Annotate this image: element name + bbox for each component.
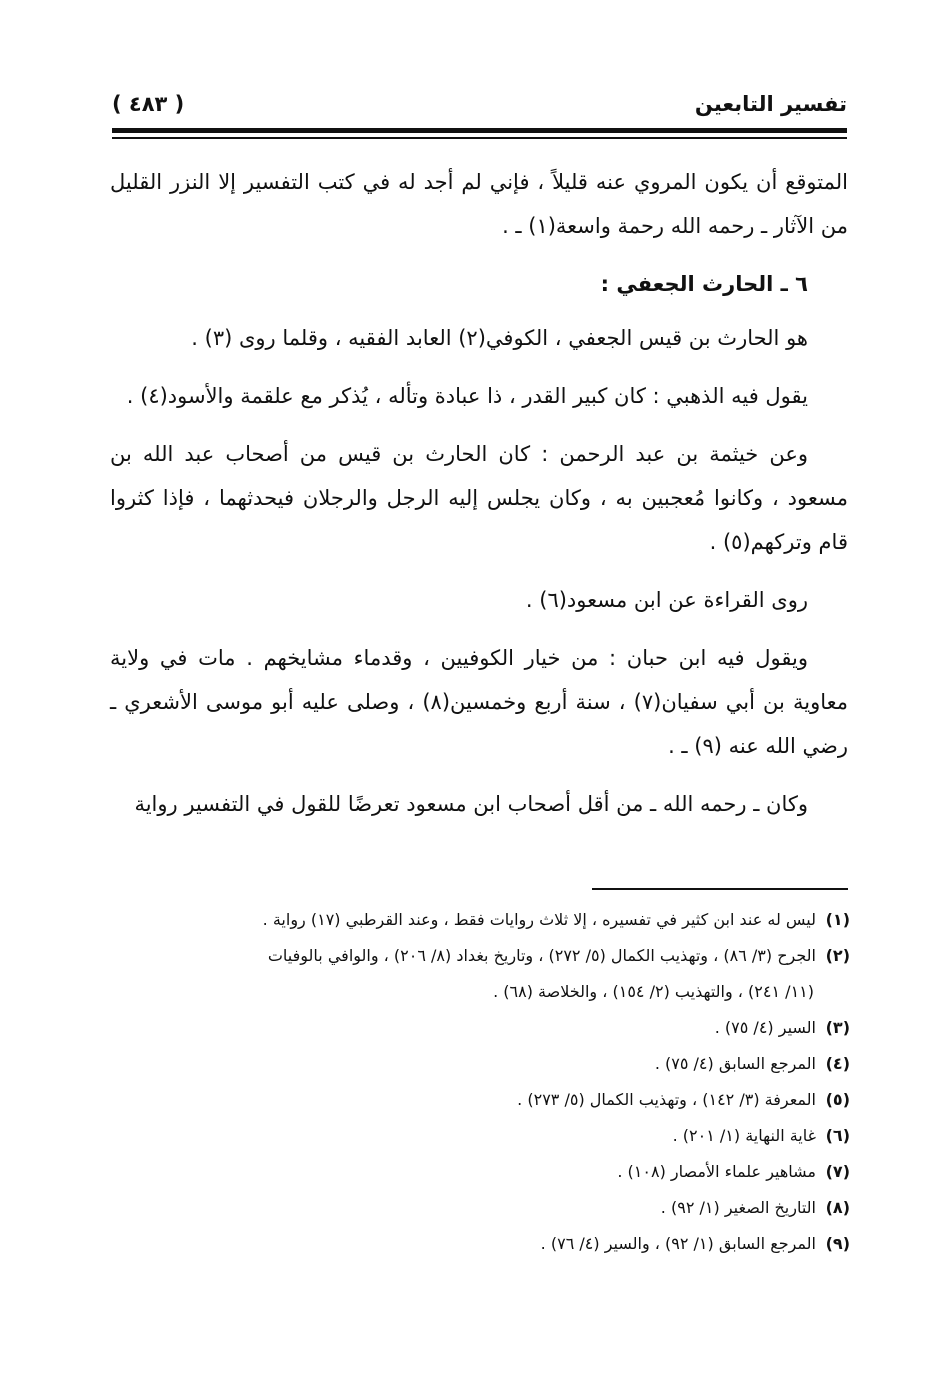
footnote-number: (٥): [825, 1090, 850, 1109]
footnote: [110, 1226, 850, 1262]
footnote: [110, 1118, 850, 1154]
paragraph: وكان ـ رحمه الله ـ من أقل أصحاب ابن مسعود تعرضًا للقول في التفسير رواية: [134, 792, 808, 816]
header-rule-thick: [112, 128, 847, 133]
running-title: تفسير التابعين: [694, 92, 847, 116]
page-header: [112, 88, 847, 124]
footnote: [110, 1010, 850, 1046]
footnote-text: ليس له عند ابن كثير في تفسيره ، إلا ثلاث روايات فقط ، وعند القرطبي (١٧) رواية .: [262, 910, 816, 929]
paragraph: المتوقع أن يكون المروي عنه قليلاً ، فإني لم أجد له في كتب التفسير إلا النزر القليل من الآثار ـ رحمه الله رحمة واسعة(١) ـ .: [110, 170, 848, 238]
section-heading: ٦ ـ الحارث الجعفي :: [600, 272, 808, 296]
paragraph: ويقول فيه ابن حبان : من خيار الكوفيين ، وقدماء مشايخهم . مات في ولاية معاوية بن أبي سفيان(٧) ، سنة أربع وخمسين(٨) ، وصلى عليه أبو موسى الأشعري ـ رضي الله عنه (٩) ـ .: [110, 646, 848, 758]
footnotes: [110, 902, 850, 1262]
main-text: [110, 160, 848, 840]
footnote-text: غاية النهاية (١/ ٢٠١) .: [672, 1126, 816, 1145]
footnote-text: المرجع السابق (٤/ ٧٥) .: [654, 1054, 816, 1073]
page-number: ( ٤٨٣ ): [112, 92, 185, 116]
footnote-number: (٢): [825, 946, 850, 965]
footnote-text: الجرح (٣/ ٨٦) ، وتهذيب الكمال (٥/ ٢٧٢) ، وتاريخ بغداد (٨/ ٢٠٦) ، والوافي بالوفيات: [267, 946, 816, 965]
footnote-number: (٣): [825, 1018, 850, 1037]
footnote-continuation: (١١/ ٢٤١) ، والتهذيب (٢/ ١٥٤) ، والخلاصة (٦٨) .: [493, 982, 814, 1001]
paragraph: روى القراءة عن ابن مسعود(٦) .: [525, 588, 808, 612]
footnote: [110, 1046, 850, 1082]
footnote: [110, 938, 850, 974]
footnote: [110, 902, 850, 938]
footnote-text: مشاهير علماء الأمصار (١٠٨) .: [617, 1162, 816, 1181]
footnote: [110, 1190, 850, 1226]
paragraph: يقول فيه الذهبي : كان كبير القدر ، ذا عبادة وتأله ، يُذكر مع علقمة والأسود(٤) .: [126, 384, 808, 408]
footnote-number: (٩): [825, 1234, 850, 1253]
footnote-number: (٨): [825, 1198, 850, 1217]
paragraph: وعن خيثمة بن عبد الرحمن : كان الحارث بن قيس من أصحاب عبد الله بن مسعود ، وكانوا مُعجبين به ، وكان يجلس إليه الرجل والرجلان فيحدثهما ، فإذا كثروا قام وتركهم(٥) .: [110, 442, 848, 554]
footnote-text: المعرفة (٣/ ١٤٢) ، وتهذيب الكمال (٥/ ٢٧٣) .: [517, 1090, 816, 1109]
paragraph: هو الحارث بن قيس الجعفي ، الكوفي(٢) العابد الفقيه ، وقلما روى (٣) .: [191, 326, 808, 350]
footnote-separator: [592, 888, 848, 890]
footnote-number: (٤): [825, 1054, 850, 1073]
footnote-number: (٦): [825, 1126, 850, 1145]
footnote: [110, 1154, 850, 1190]
footnote-text: المرجع السابق (١/ ٩٢) ، والسير (٤/ ٧٦) .: [540, 1234, 816, 1253]
footnote-number: (٧): [825, 1162, 850, 1181]
footnote-text: السير (٤/ ٧٥) .: [714, 1018, 816, 1037]
footnote-number: (١): [825, 910, 850, 929]
footnote-text: التاريخ الصغير (١/ ٩٢) .: [660, 1198, 816, 1217]
footnote: [110, 1082, 850, 1118]
header-rule-thin: [112, 137, 847, 139]
